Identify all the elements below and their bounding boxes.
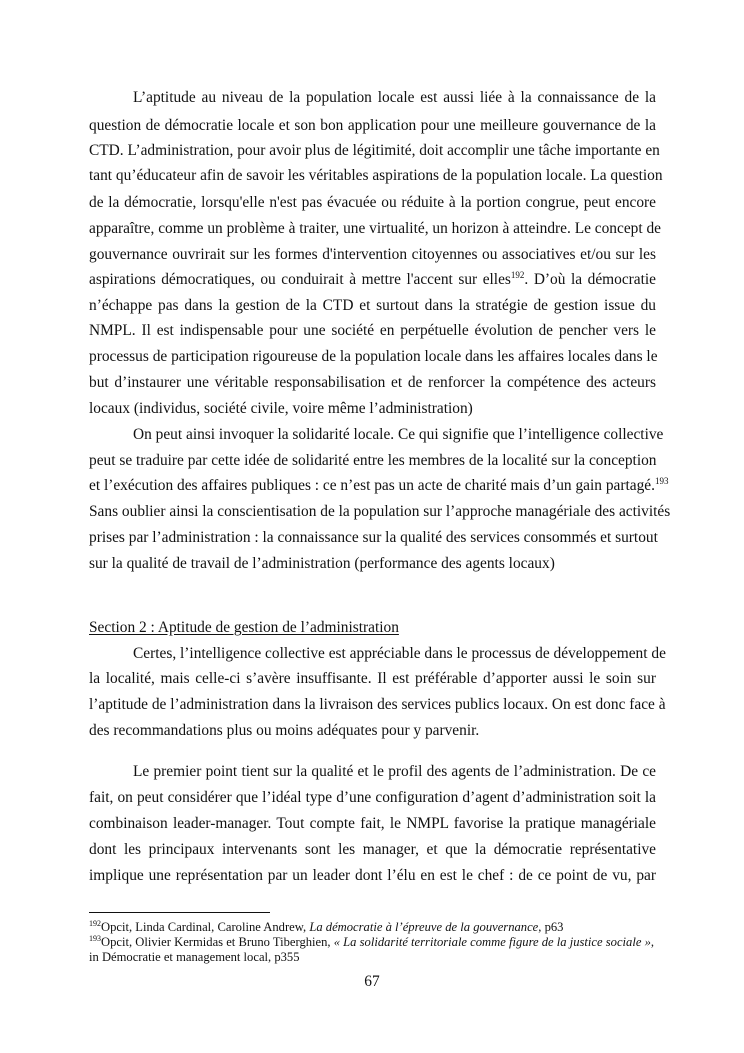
body-text-line: tant qu’éducateur afin de savoir les véritables aspirations de la population locale. La question	[89, 167, 663, 184]
body-text-line: implique une représentation par un leader dont l’élu en est le chef : de ce point de vu, par	[89, 867, 656, 884]
body-text-line: but d’instaurer une véritable responsabilisation et de renforcer la compétence des acteurs	[89, 374, 656, 391]
footnote-separator	[89, 912, 270, 913]
body-text-line: NMPL. Il est indispensable pour une société en perpétuelle évolution de pencher vers le	[89, 322, 656, 339]
footnote-text: , p63	[538, 920, 564, 934]
body-text-line: apparaître, comme un problème à traiter, une virtualité, un horizon à atteindre. Le concept de	[89, 220, 662, 237]
body-text-line: n’échappe pas dans la gestion de la CTD et surtout dans la stratégie de gestion issue du	[89, 297, 656, 314]
body-text-line: On peut ainsi invoquer la solidarité locale. Ce qui signifie que l’intelligence collective	[133, 426, 664, 443]
footnote-reference[interactable]: 193	[654, 476, 669, 486]
footnote	[89, 935, 659, 950]
footnote-text: ,	[650, 935, 655, 949]
body-text-line: de la démocratie, lorsqu'elle n'est pas évacuée ou réduite à la portion congrue, peut encore	[89, 194, 656, 211]
body-text-line: sur la qualité de travail de l’administration (performance des agents locaux)	[89, 555, 555, 572]
text-segment: aspirations démocratiques, ou conduirait à mettre l'accent sur elles	[89, 271, 511, 288]
body-text-line: combinaison leader-manager. Tout compte fait, le NMPL favorise la pratique managériale	[89, 815, 656, 832]
body-text-line: Sans oublier ainsi la conscientisation de la population sur l’approche managériale des activités	[89, 503, 671, 520]
body-text-line: locaux (individus, société civile, voire même l’administration)	[89, 400, 473, 417]
body-text-line: dont les principaux intervenants sont les manager, et que la démocratie représentative	[89, 841, 656, 858]
body-text-line: fait, on peut considérer que l’idéal type d’une configuration d’agent d’administration soit la	[89, 789, 656, 806]
body-text-line: L’aptitude au niveau de la population locale est aussi liée à la connaissance de la	[133, 89, 656, 106]
footnote-title: « La solidarité territoriale comme figure de la justice sociale »	[333, 935, 651, 949]
footnote-number: 192	[89, 919, 101, 928]
body-text-line: question de démocratie locale et son bon application pour une meilleure gouvernance de la	[89, 117, 656, 134]
body-text-line: CTD. L’administration, pour avoir plus de légitimité, doit accomplir une tâche importante en	[89, 142, 660, 159]
page-number: 67	[364, 973, 380, 990]
body-text-line	[89, 271, 656, 289]
body-text-line: prises par l’administration : la connaissance sur la qualité des services consommés et surtout	[89, 529, 658, 546]
footnote-text: in Démocratie et management local, p355	[89, 950, 300, 964]
section-heading: Section 2 : Aptitude de gestion de l’administration	[89, 619, 399, 636]
body-text-line: processus de participation rigoureuse de la population locale dans les affaires locales dans le	[89, 348, 658, 365]
footnote-number: 193	[89, 934, 101, 943]
footnote	[89, 920, 659, 935]
body-text-line: la localité, mais celle-ci s’avère insuffisante. Il est préférable d’apporter aussi le soin sur	[89, 670, 656, 687]
footnote-text: Opcit, Olivier Kermidas et Bruno Tiberghien,	[101, 935, 334, 949]
body-text-line: des recommandations plus ou moins adéquates pour y parvenir.	[89, 722, 480, 739]
text-segment: . D’où la démocratie	[524, 271, 657, 288]
body-text-line	[89, 476, 669, 495]
body-text-line: Certes, l’intelligence collective est appréciable dans le processus de développement de	[133, 645, 666, 662]
body-text-line: Le premier point tient sur la qualité et le profil des agents de l’administration. De ce	[133, 763, 656, 780]
footnote-text: Opcit, Linda Cardinal, Caroline Andrew,	[101, 920, 310, 934]
footnote	[89, 950, 659, 965]
body-text-line: l’aptitude de l’administration dans la livraison des services publics locaux. On est donc face à	[89, 696, 666, 713]
body-text-line: gouvernance ouvrirait sur les formes d'intervention citoyennes ou associatives et/ou sur les	[89, 246, 656, 263]
text-segment: et l’exécution des affaires publiques : ce n’est pas un acte de charité mais d’un gain partagé.	[89, 477, 655, 494]
body-text-line: peut se traduire par cette idée de solidarité entre les membres de la localité sur la conception	[89, 452, 657, 469]
footnote-title: La démocratie à l’épreuve de la gouvernance	[309, 920, 539, 934]
footnote-reference[interactable]: 192	[510, 270, 525, 280]
